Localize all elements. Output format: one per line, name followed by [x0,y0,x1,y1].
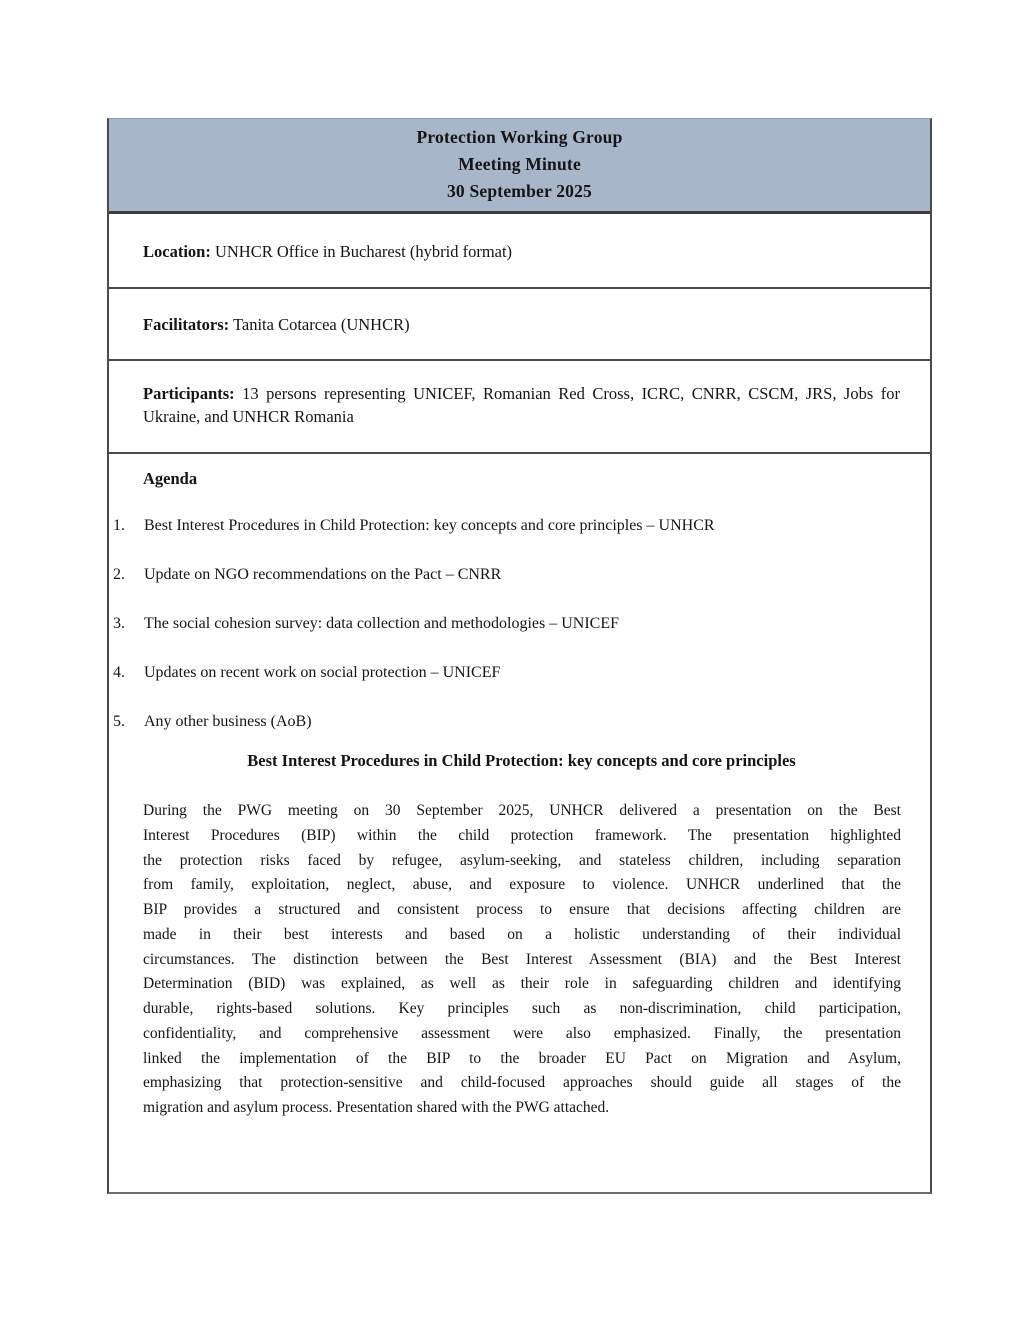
participants-row [109,361,930,454]
agenda-item-text: Update on NGO recommendations on the Pact – CNRR [144,566,502,583]
agenda-item-4 [113,662,900,684]
paragraph-line: from family, exploitation, neglect, abuse, and exposure to violence. UNHCR underlined that the [143,876,901,894]
agenda-item-3 [113,613,900,635]
section-heading: Best Interest Procedures in Child Protection: key concepts and core principles [247,751,796,770]
paragraph-line: confidentiality, and comprehensive assessment were also emphasized. Finally, the presentation [143,1024,901,1042]
paragraph-line: linked the implementation of the BIP to the broader EU Pact on Migration and Asylum, [143,1049,901,1067]
agenda-item-text: Updates on recent work on social protection – UNICEF [144,664,501,681]
agenda-item-number: 3. [113,615,125,632]
participants-label: Participants: [143,384,235,403]
participants-value: 13 persons representing UNICEF, Romanian Red Cross, ICRC, CNRR, CSCM, JRS, Jobs for Ukraine, and UNHCR Romania [143,384,901,426]
facilitators-row [109,289,930,361]
header-subtitle: Meeting Minute [458,154,581,174]
agenda-and-minutes-cell [109,454,930,1192]
agenda-item-text: Any other business (AoB) [144,713,312,730]
agenda-item-1 [113,515,900,537]
document-header [109,119,930,214]
meeting-minute-table [107,118,932,1194]
header-date: 30 September 2025 [446,181,592,201]
location-row [109,214,930,289]
paragraph-line: made in their best interests and based on a holistic understanding of their individual [143,925,901,943]
location-value: UNHCR Office in Bucharest (hybrid format) [214,242,513,261]
agenda-item-text: The social cohesion survey: data collection and methodologies – UNICEF [144,615,619,632]
paragraph-line: BIP provides a structured and consistent process to ensure that decisions affecting children are [143,901,901,918]
agenda-item-2 [113,564,900,586]
paragraph-line: circumstances. The distinction between the Best Interest Assessment (BIA) and the Best Interest [143,950,901,968]
paragraph-line: Interest Procedures (BIP) within the child protection framework. The presentation highlighted [143,826,901,844]
facilitators-value: Tanita Cotarcea (UNHCR) [232,315,410,334]
paragraph-line: migration and asylum process. Presentation shared with the PWG attached. [143,1099,610,1116]
agenda-item-5 [113,711,900,733]
paragraph-line: emphasizing that protection-sensitive and child-focused approaches should guide all stages of the [143,1074,901,1092]
agenda-item-number: 4. [113,664,125,681]
agenda-item-text: Best Interest Procedures in Child Protection: key concepts and core principles – UNHCR [144,517,715,534]
paragraph-line: Determination (BID) was explained, as well as their role in safeguarding children and identifying [143,975,901,993]
location-label: Location: [143,242,211,261]
paragraph-line: durable, rights-based solutions. Key principles such as non-discrimination, child participation, [143,1000,901,1017]
agenda-item-number: 5. [113,713,125,730]
agenda-heading: Agenda [143,469,198,488]
paragraph-line: the protection risks faced by refugee, asylum-seeking, and stateless children, including separation [143,851,901,869]
agenda-item-number: 2. [113,566,125,583]
facilitators-label: Facilitators: [143,315,230,334]
agenda-item-number: 1. [113,517,125,534]
paragraph-line: During the PWG meeting on 30 September 2025, UNHCR delivered a presentation on the Best [143,802,901,819]
minutes-paragraph [143,799,901,1121]
header-title: Protection Working Group [416,127,623,147]
